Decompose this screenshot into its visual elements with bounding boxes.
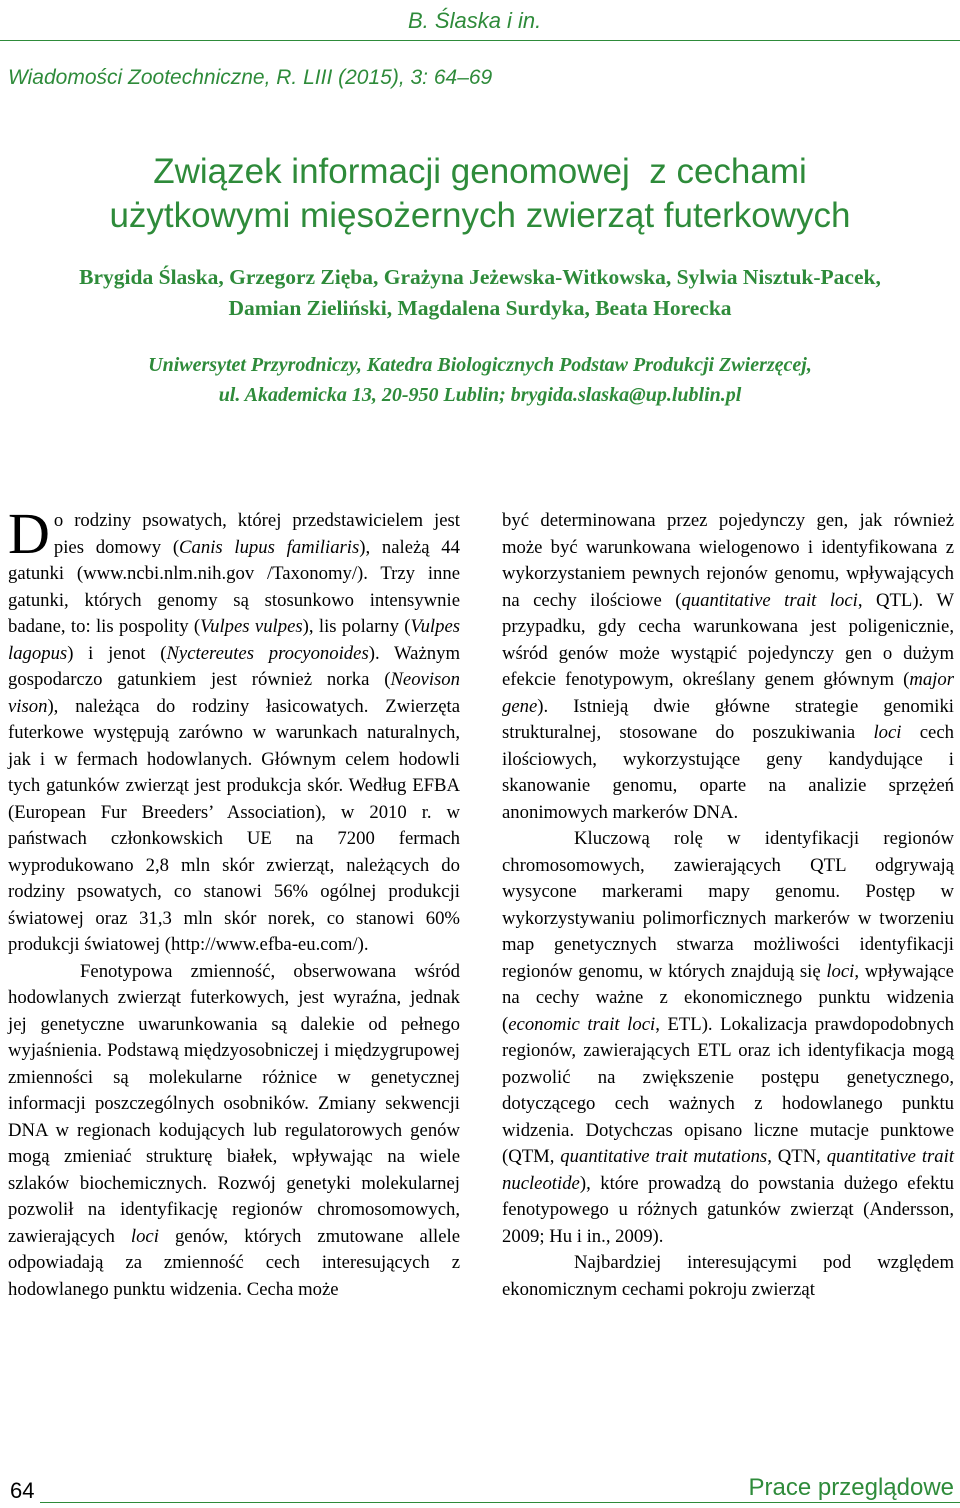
journal-reference: Wiadomości Zootechniczne, R. LIII (2015), 3: 64–69 — [8, 66, 493, 89]
affiliation-line-1: Uniwersytet Przyrodniczy, Katedra Biologicznych Podstaw Produkcji Zwierzęcej, — [148, 354, 812, 376]
italic-term: quantitative trait mutations — [560, 1146, 768, 1167]
paragraph — [502, 826, 954, 1250]
authors-line-2: Damian Zieliński, Magdalena Surdyka, Beata Horecka — [228, 296, 732, 320]
text-run: ), które prowadzą do powstania dużego efektu fenotypowego u różnych gatunków zwierząt (Andersson, 2009; Hu i in., 2009). — [502, 1172, 954, 1247]
text-run: Kluczową rolę w identyfikacji regionów chromosomowych, zawierających QTL odgrywają wysycone markerami mapy genomu. Postęp w wykorzystywaniu polimorficznych markerów w tworzeniu map genetycznych stwarza możliwości identyfikacji regionów genomu, w których znajdują się — [502, 828, 954, 982]
text-run: , ETL). Lokalizacja prawdopodobnych regionów, zawierających ETL oraz ich identyfikacja mogą pozwolić na zwiększenie postępu genetycznego, dotyczącego cech ważnych z hodowlanego punktu widzenia. Dotychczas opisano liczne mutacje punktowe (QTM, — [502, 1013, 954, 1167]
title-line-1: Związek informacji genomowej z cechami — [153, 152, 807, 191]
text-run: genów, których zmutowane allele odpowiadają za zmienność cech interesujących z hodowlanego punktu widzenia. Cecha może — [8, 1225, 460, 1300]
text-run: , QTN, — [767, 1146, 827, 1167]
left-column — [8, 501, 461, 1303]
paragraph — [502, 1250, 954, 1303]
title-line-2: użytkowymi mięsożernych zwierząt futerkowych — [109, 196, 851, 235]
article-title — [0, 150, 960, 238]
affiliation-line-2: ul. Akademicka 13, 20-950 Lublin; brygida.slaska@up.lublin.pl — [218, 384, 742, 406]
text-run: o rodziny psowatych, której przedstawicielem jest pies domowy ( — [53, 510, 460, 558]
text-run: Fenotypowa zmienność, obserwowana wśród hodowlanych zwierząt futerkowych, jest wyraźna, jednak jej genetyczne uwarunkowania są dalekie od pełnego wyjaśnienia. Podstawą międzyosobniczej i międzygrupowej zmienności są molekularne różnice w genetycznej informacji poszczególnych osobników. Zmiany sekwencji DNA w regionach kodujących lub regulatorowych genów mogą zmieniać strukturę białek, wpływając na wiele szlaków biochemicznych. Rozwój genetyki molekularnej pozwolił na identyfikację regionów chromosomowych, zawierających — [8, 960, 460, 1247]
paragraph — [8, 959, 460, 1304]
paragraph — [8, 501, 461, 959]
paragraph — [502, 508, 954, 826]
header-divider — [0, 40, 960, 41]
italic-term: Canis lupus familiaris — [179, 536, 360, 558]
section-label: Prace przeglądowe — [748, 1474, 954, 1501]
text-run: , wpływające na cechy ważne z ekonomicznego punktu widzenia ( — [502, 960, 954, 1035]
italic-term: Nyctereutes procyonoides — [166, 642, 369, 664]
footer-divider — [40, 1502, 960, 1503]
affiliation — [0, 350, 960, 410]
text-run: ). Istnieją dwie główne strategie genomiki strukturalnej, stosowane do poszukiwania — [502, 695, 954, 743]
right-column — [502, 508, 954, 1303]
authors-line-1: Brygida Ślaska, Grzegorz Zięba, Grażyna Jeżewska-Witkowska, Sylwia Nisztuk-Pacek, — [79, 265, 881, 289]
italic-term: loci — [873, 722, 902, 743]
drop-cap: D — [8, 501, 50, 566]
italic-term: Vulpes vulpes — [200, 616, 303, 637]
italic-term: quantitative trait nucleotide — [502, 1146, 955, 1194]
italic-term: loci — [130, 1225, 159, 1247]
author-list — [0, 262, 960, 324]
page-number: 64 — [10, 1478, 35, 1503]
text-run: być determinowana przez pojedynczy gen, jak również może być warunkowana wielogenowo i identyfikowana z wykorzystaniem pewnych rejonów genomu, wpływających na cechy ilościowe ( — [502, 510, 954, 611]
text-run: , QTL). W przypadku, gdy cecha warunkowana jest poligenicznie, wśród genów może wystąpić pojedynczy gen o dużym efekcie fenotypowym, określany genem głównym ( — [502, 589, 954, 690]
text-run: cech ilościowych, wykorzystujące geny kandydujące i skanowanie genomu, oparte na analizie sprzężeń anonimowych markerów DNA. — [502, 722, 954, 823]
italic-term: Vulpes lagopus — [8, 616, 461, 664]
text-run: ), lis polarny ( — [302, 616, 411, 637]
italic-term: quantitative trait loci — [681, 589, 858, 611]
text-run: ). Ważnym gospodarczo gatunkiem jest również norka ( — [8, 642, 460, 690]
italic-term: Neovison vison — [8, 669, 460, 717]
text-run: ) i jenot ( — [67, 642, 167, 664]
running-head: B. Ślaska i in. — [408, 8, 542, 33]
text-run: Najbardziej interesującymi pod względem ekonomicznym cechami pokroju zwierząt — [502, 1252, 954, 1300]
text-run: ), należą 44 gatunki (www.ncbi.nlm.nih.gov /Taxonomy/). Trzy inne gatunki, których genomy są stosunkowo intensywnie badane, to: lis pospolity ( — [8, 536, 460, 637]
text-run: ), należąca do rodziny łasicowatych. Zwierzęta futerkowe występują zarówno w warunkach naturalnych, jak i w fermach hodowlanych. Głównym celem hodowli tych gatunków zwierząt jest produkcja skór. Według EFBA (European Fur Breeders’ Association), w 2010 r. w państwach członkowskich UE na 7200 fermach wyprodukowano 2,8 mln skór zwierząt, należących do rodziny psowatych, co stanowi 56% ogólnej produkcji światowej oraz 31,3 mln skór norek, co stanowi 60% produkcji światowej (http://www.efba-eu.com/). — [8, 695, 460, 955]
italic-term: economic trait loci — [508, 1013, 656, 1035]
italic-term: major gene — [502, 669, 954, 717]
italic-term: loci — [826, 960, 855, 982]
